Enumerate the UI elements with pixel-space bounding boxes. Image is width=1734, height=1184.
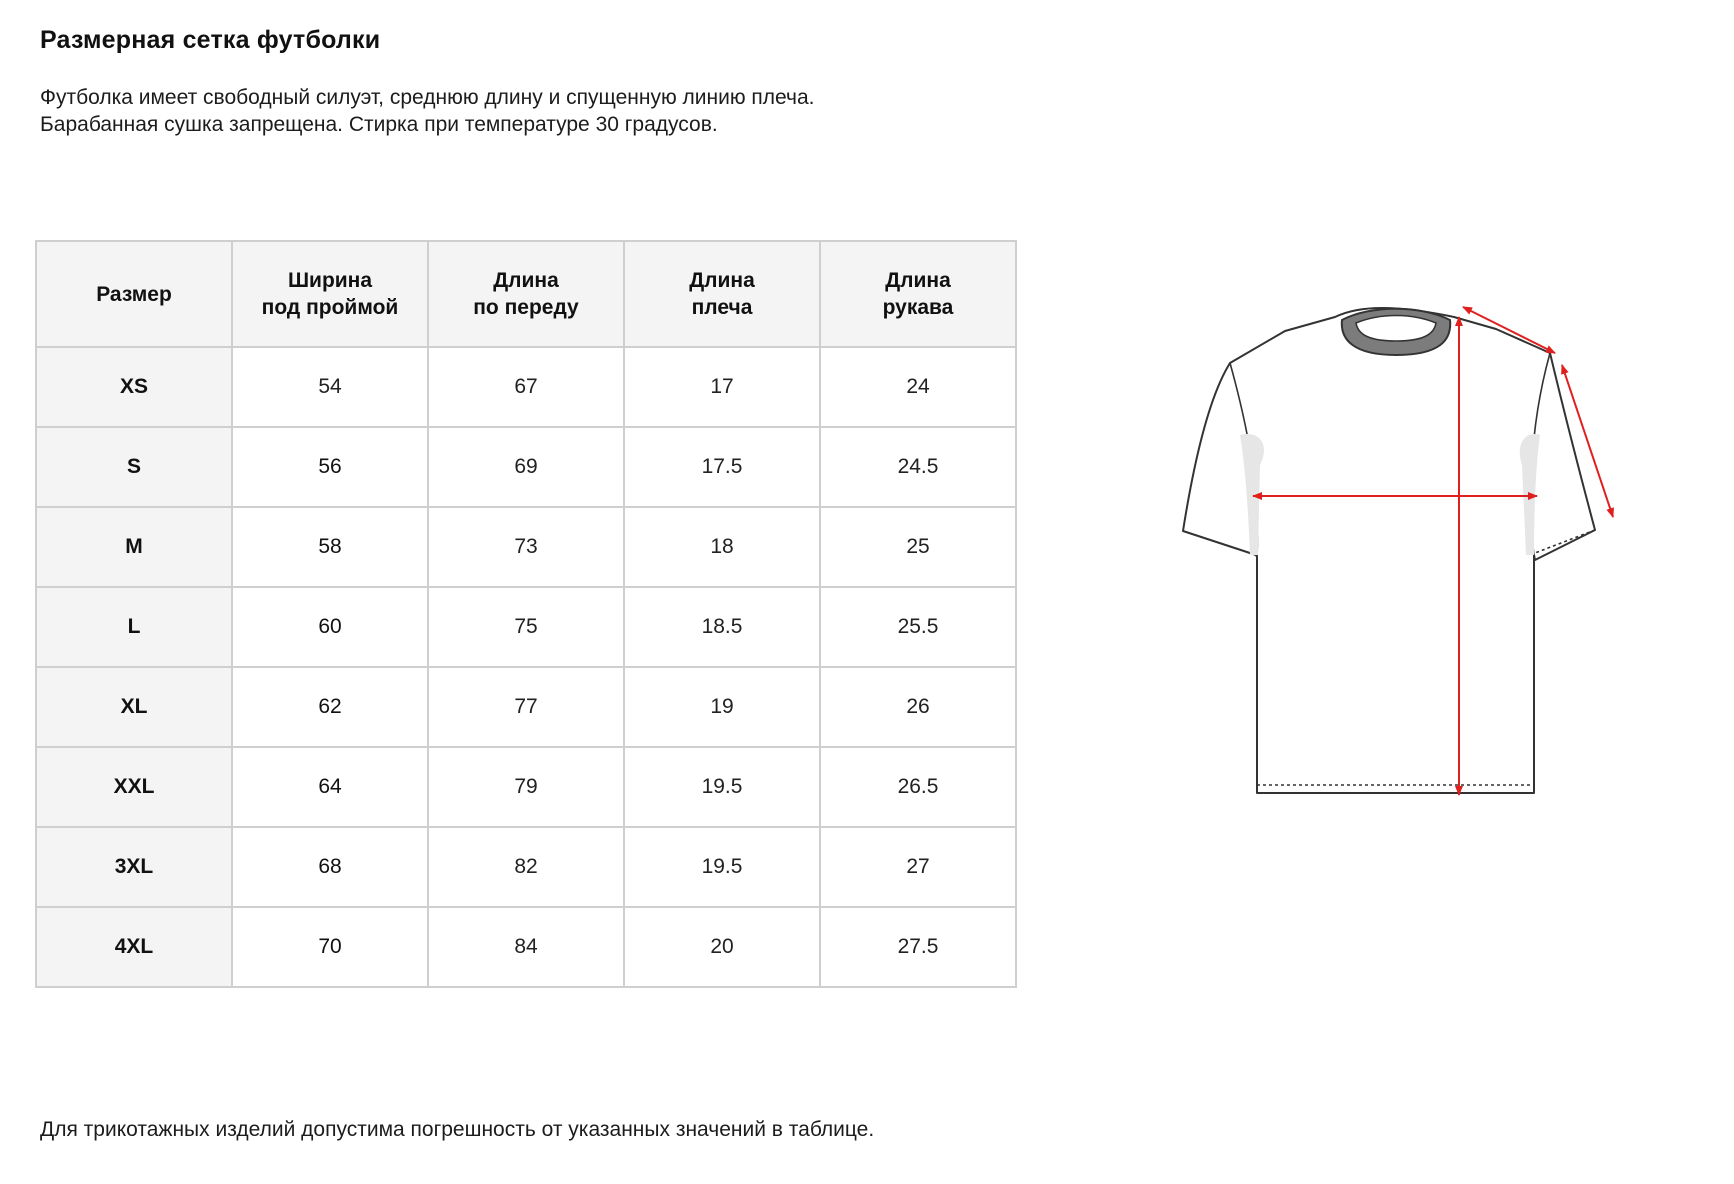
length-cell: 73 <box>428 507 624 587</box>
collar-rib <box>1342 309 1450 355</box>
size-cell: M <box>36 507 232 587</box>
shoulder-cell: 18 <box>624 507 820 587</box>
width-cell: 68 <box>232 827 428 907</box>
header-sleeve-length: Длина рукава <box>820 241 1016 347</box>
size-cell: XXL <box>36 747 232 827</box>
width-cell: 56 <box>232 427 428 507</box>
table-row <box>36 747 1016 827</box>
page-title: Размерная сетка футболки <box>40 26 381 54</box>
width-cell: 62 <box>232 667 428 747</box>
shoulder-cell: 19.5 <box>624 747 820 827</box>
sleeve-cell: 25 <box>820 507 1016 587</box>
tshirt-measurement-diagram-icon <box>1160 295 1620 815</box>
header-front-length: Длина по переду <box>428 241 624 347</box>
header-width: Ширина под проймой <box>232 241 428 347</box>
size-cell: XL <box>36 667 232 747</box>
sleeve-cell: 26.5 <box>820 747 1016 827</box>
width-cell: 70 <box>232 907 428 987</box>
table-header-row <box>36 241 1016 347</box>
header-shoulder-length: Длина плеча <box>624 241 820 347</box>
size-cell: L <box>36 587 232 667</box>
width-cell: 58 <box>232 507 428 587</box>
size-cell: 4XL <box>36 907 232 987</box>
shoulder-cell: 18.5 <box>624 587 820 667</box>
table-row <box>36 587 1016 667</box>
width-cell: 54 <box>232 347 428 427</box>
shoulder-cell: 17 <box>624 347 820 427</box>
sleeve-cell: 26 <box>820 667 1016 747</box>
sleeve-cell: 27 <box>820 827 1016 907</box>
length-cell: 75 <box>428 587 624 667</box>
sleeve-cell: 24 <box>820 347 1016 427</box>
sleeve-cell: 24.5 <box>820 427 1016 507</box>
width-cell: 64 <box>232 747 428 827</box>
header-size: Размер <box>36 241 232 347</box>
length-cell: 67 <box>428 347 624 427</box>
table-row <box>36 667 1016 747</box>
description-line: Футболка имеет свободный силуэт, среднюю длину и спущенную линию плеча. <box>40 86 815 109</box>
table-row <box>36 507 1016 587</box>
footnote: Для трикотажных изделий допустима погрешность от указанных значений в таблице. <box>40 1118 875 1141</box>
length-cell: 77 <box>428 667 624 747</box>
size-cell: XS <box>36 347 232 427</box>
sleeve-cell: 27.5 <box>820 907 1016 987</box>
size-cell: 3XL <box>36 827 232 907</box>
size-chart-table <box>35 240 1017 988</box>
shoulder-cell: 19 <box>624 667 820 747</box>
sleeve-cell: 25.5 <box>820 587 1016 667</box>
shoulder-cell: 17.5 <box>624 427 820 507</box>
shoulder-cell: 19.5 <box>624 827 820 907</box>
table-row <box>36 347 1016 427</box>
length-cell: 84 <box>428 907 624 987</box>
table-row <box>36 827 1016 907</box>
table-row <box>36 427 1016 507</box>
shoulder-cell: 20 <box>624 907 820 987</box>
length-cell: 82 <box>428 827 624 907</box>
length-cell: 69 <box>428 427 624 507</box>
size-cell: S <box>36 427 232 507</box>
description-line: Барабанная сушка запрещена. Стирка при температуре 30 градусов. <box>40 113 718 136</box>
description <box>40 84 815 138</box>
width-cell: 60 <box>232 587 428 667</box>
length-cell: 79 <box>428 747 624 827</box>
table-row <box>36 907 1016 987</box>
